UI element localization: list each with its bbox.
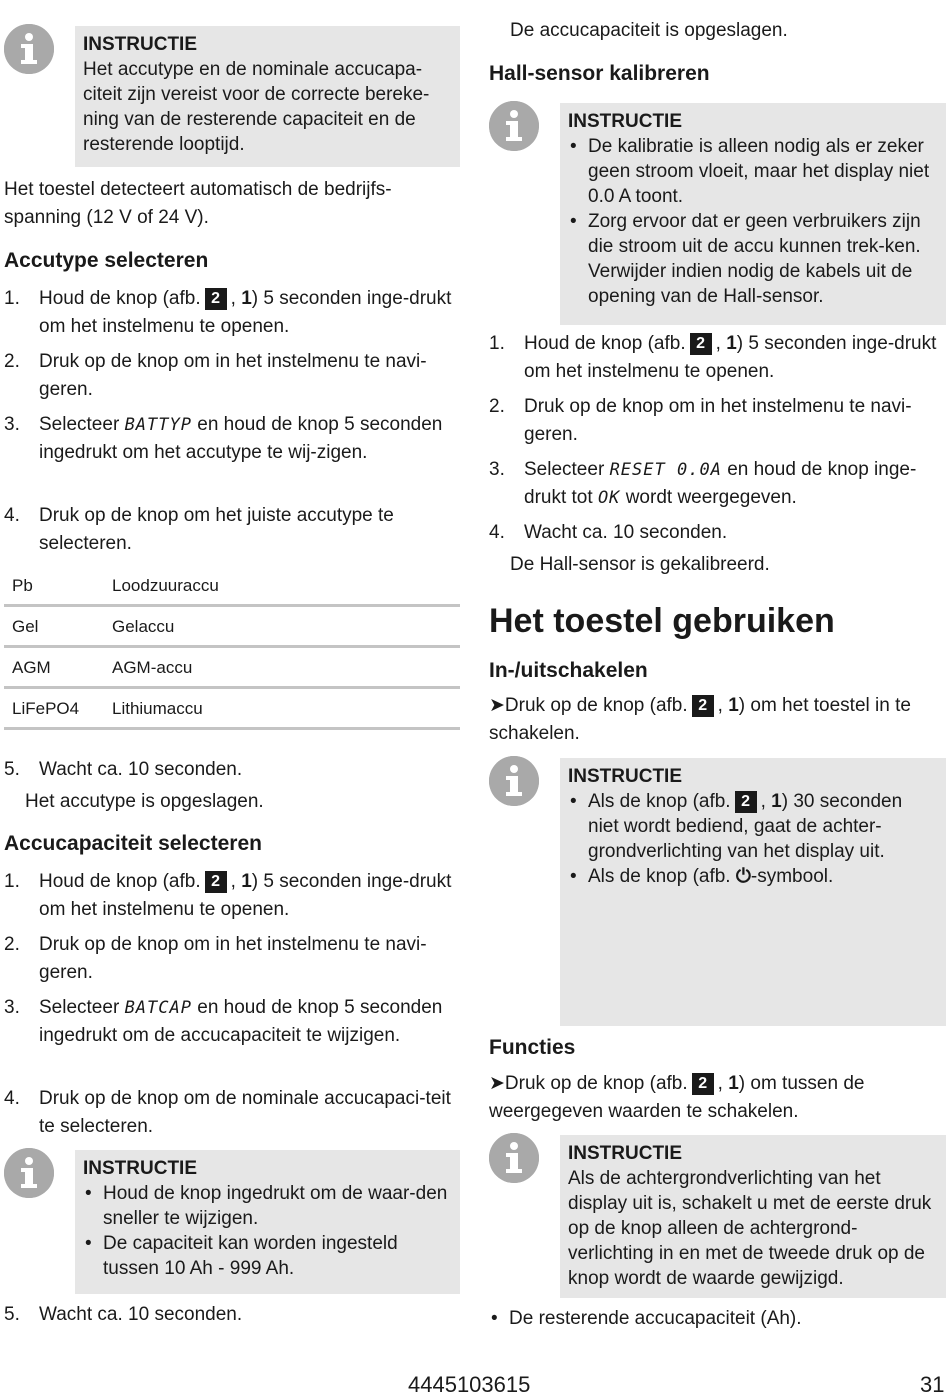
list-item: • Als de knop (afb. 2 , 1) 30 seconden niet wordt bediend, gaat de achter-grondverlichting van het display uit. (568, 789, 936, 864)
instruction-note: INSTRUCTIE Als de achtergrondverlichting van het display uit is, schakelt u met de eerste druk op de knop alleen de achtergrond-verlichting in en met de tweede druk op de knop wordt de waarde gewijzigd. (560, 1135, 946, 1298)
list-item: • Als de knop (afb. ⏻-symbool. (568, 864, 936, 889)
result-text: Het accutype is opgeslagen. (25, 791, 264, 812)
power-icon: ⏻ (735, 866, 751, 887)
note-title: INSTRUCTIE (83, 34, 197, 55)
arrow-icon: ➤ (489, 695, 505, 716)
lcd-code: BATTYP (124, 415, 192, 435)
intro-paragraph: Het toestel detecteert automatisch de bedrijfs-spanning (12 V of 24 V). (4, 179, 392, 228)
action-step: ➤Druk op de knop (afb. 2 , 1) om het toestel in te schakelen. (489, 695, 911, 744)
info-icon (489, 101, 539, 151)
list-item: • Houd de knop ingedrukt om de waar-den sneller te wijzigen. (83, 1181, 450, 1231)
note-bullets (83, 1181, 450, 1281)
instruction-note: INSTRUCTIE • De kalibratie is alleen nodig als er zeker geen stroom vloeit, maar het display niet 0.0 A toont. • Zorg ervoor dat er geen verbruikers zijn die stroom uit de accu kunnen trek-ken. Verwijder indien nodig de kabels uit de opening van de Hall-sensor. (560, 103, 946, 325)
page-number: 31 (920, 1372, 945, 1397)
instruction-note (75, 26, 460, 167)
list-item: • Zorg ervoor dat er geen verbruikers zijn die stroom uit de accu kunnen trek-ken. Verwijder indien nodig de kabels uit de opening van de Hall-sensor. (568, 209, 936, 309)
figure-ref-badge: 2 (692, 1073, 714, 1095)
figure-ref-badge: 2 (690, 333, 712, 355)
note-text: Het accutype en de nominale accucapa-citeit zijn vereist voor de correcte bereke-ning van de resterende capaciteit en de resterende looptijd. (83, 59, 430, 155)
lcd-code: OK (597, 488, 621, 508)
figure-ref-badge: 2 (735, 791, 757, 813)
document-number: 4445103615 (408, 1372, 531, 1397)
list-item: • De kalibratie is alleen nodig als er zeker geen stroom vloeit, maar het display niet 0.0 A toont. (568, 134, 936, 209)
table-row: Gel Gelaccu (4, 606, 460, 647)
table-row: Pb Loodzuuraccu (4, 566, 460, 606)
note-bullets (568, 134, 936, 309)
table-row: LiFePO4 Lithiumaccu (4, 688, 460, 729)
info-icon (4, 24, 54, 74)
figure-ref-badge: 2 (692, 695, 714, 717)
instruction-note: INSTRUCTIE • Houd de knop ingedrukt om de waar-den sneller te wijzigen. • De capaciteit kan worden ingesteld tussen 10 Ah - 999 Ah. (75, 1150, 460, 1294)
note-bullets (568, 789, 936, 889)
lcd-code: RESET 0.0A (609, 460, 722, 480)
arrow-icon: ➤ (489, 1073, 505, 1094)
result-text: De accucapaciteit is opgeslagen. (510, 20, 788, 41)
info-icon (489, 756, 539, 806)
list-item: • De capaciteit kan worden ingesteld tussen 10 Ah - 999 Ah. (83, 1231, 450, 1281)
table-row: AGM AGM-accu (4, 647, 460, 688)
action-step: ➤Druk op de knop (afb. 2 , 1) om tussen de weergegeven waarden te schakelen. (489, 1073, 865, 1122)
section-heading-hall: Hall-sensor kalibreren (489, 62, 710, 85)
note-text: Als de achtergrondverlichting van het display uit is, schakelt u met de eerste druk op de knop alleen de achtergrond-verlichting in en met de tweede druk op de knop wordt de waarde gewijzigd. (568, 1168, 932, 1289)
info-icon (4, 1148, 54, 1198)
section-heading-capaciteit: Accucapaciteit selecteren (4, 832, 262, 855)
figure-ref-badge: 2 (205, 288, 227, 310)
list-item: • De resterende accucapaciteit (Ah). (489, 1306, 946, 1331)
battery-type-table (4, 566, 460, 730)
chapter-heading: Het toestel gebruiken (489, 602, 835, 640)
section-heading-accutype: Accutype selecteren (4, 249, 209, 272)
info-icon (489, 1133, 539, 1183)
section-heading-inuit: In-/uitschakelen (489, 659, 648, 682)
section-heading-functies: Functies (489, 1036, 576, 1059)
lcd-code: BATCAP (124, 998, 192, 1018)
function-list (489, 1306, 946, 1331)
result-text: De Hall-sensor is gekalibreerd. (510, 554, 770, 575)
figure-ref-badge: 2 (205, 871, 227, 893)
instruction-note: INSTRUCTIE • Als de knop (afb. 2 , 1) 30 seconden niet wordt bediend, gaat de achter-grondverlichting van het display uit. • Als de knop (afb. ⏻-symbool. (560, 758, 946, 1026)
